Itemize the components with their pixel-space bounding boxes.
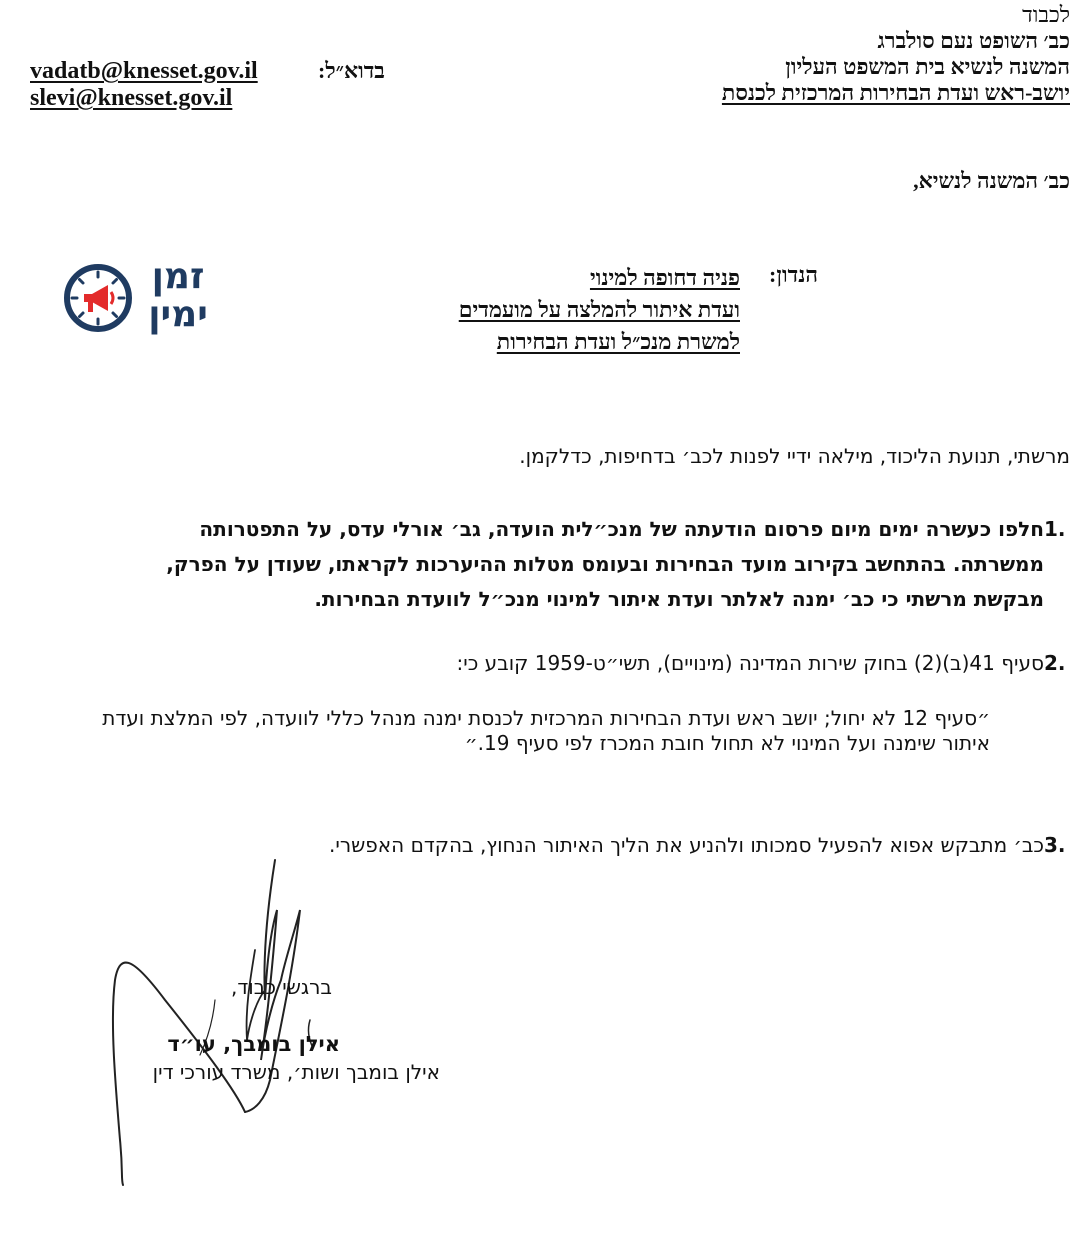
subject-label: הנדון:	[769, 262, 818, 287]
paragraph-1	[8, 512, 1072, 617]
subject-lines	[459, 262, 740, 358]
statute-quote: ״סעיף 12 לא יחול; יושב ראש ועדת הבחירות המרכזית לכנסת ימנה מנהל כללי לוועדה, לפי המלצת ועדת איתור שימנה ועל המינוי לא תחול חובת המכרז לפי סעיף 19.״	[102, 706, 990, 755]
closing-regards: ברגשי כבוד,	[231, 975, 332, 999]
paragraph-2	[8, 650, 1072, 676]
cc-emails	[30, 58, 258, 112]
cc-email-1[interactable]: vadatb@knesset.gov.il	[30, 58, 258, 84]
paragraph-1-number: 1.	[1044, 517, 1066, 541]
handwritten-signature	[95, 850, 335, 1190]
paragraph-2-text: סעיף 41(ב)(2) בחוק שירות המדינה (מינויים), תשי״ט-1959 קובע כי:	[456, 651, 1044, 675]
salutation: כב׳ המשנה לנשיא,	[913, 168, 1070, 193]
addressee-greeting: לכבוד	[1022, 2, 1070, 27]
megaphone-clock-icon	[62, 262, 134, 334]
paragraph-1-line-3: מבקשת מרשתי כי כב׳ ימנה לאלתר ועדת איתור למינוי מנכ״ל לוועדת הבחירות.	[314, 587, 1044, 611]
subject-line-1: פניה דחופה למינוי	[589, 265, 740, 290]
signer-name: אילן בומבך, עו״ד	[167, 1032, 340, 1056]
logo-text-line-1: זמן	[151, 256, 205, 297]
cc-label: בדוא״ל:	[318, 58, 385, 83]
paragraph-1-line-2: ממשרתה. בהתחשב בקירוב מועד הבחירות ובעומס מטלות ההיערכות לקראתו, שעודן על הפרק,	[166, 552, 1044, 576]
subject-line-2: ועדת איתור להמלצה על מועמדים	[458, 297, 740, 322]
cc-email-2[interactable]: slevi@knesset.gov.il	[30, 85, 233, 111]
addressee-title: המשנה לנשיא בית המשפט העליון	[785, 54, 1070, 79]
paragraph-1-line-1: חלפו כעשרה ימים מיום פרסום הודעתה של מנכ״לית הועדה, גב׳ אורלי עדס, על התפטרותה	[199, 517, 1044, 541]
addressee-name: כב׳ השופט נעם סולברג	[877, 28, 1070, 53]
paragraph-2-number: 2.	[1044, 651, 1066, 675]
law-firm-name: אילן בומבך ושות׳, משרד עורכי דין	[152, 1060, 440, 1084]
paragraph-3-number: 3.	[1044, 833, 1066, 857]
intro-paragraph: מרשתי, תנועת הליכוד, מילאה ידיי לפנות לכב׳ בדחיפות, כדלקמן.	[519, 444, 1070, 468]
paragraph-3-text: כב׳ מתבקש אפוא להפעיל סמכותו ולהניע את הליך האיתור הנחוץ, בהקדם האפשרי.	[329, 833, 1044, 857]
addressee-block	[510, 2, 1070, 106]
logo-text-line-2: ימין	[148, 294, 208, 335]
logo-text	[142, 258, 214, 334]
addressee-role: יושב-ראש ועדת הבחירות המרכזית לכנסת	[721, 80, 1070, 105]
subject-line-3: למשרת מנכ״ל ועדת הבחירות	[496, 329, 740, 354]
logo	[62, 258, 212, 338]
